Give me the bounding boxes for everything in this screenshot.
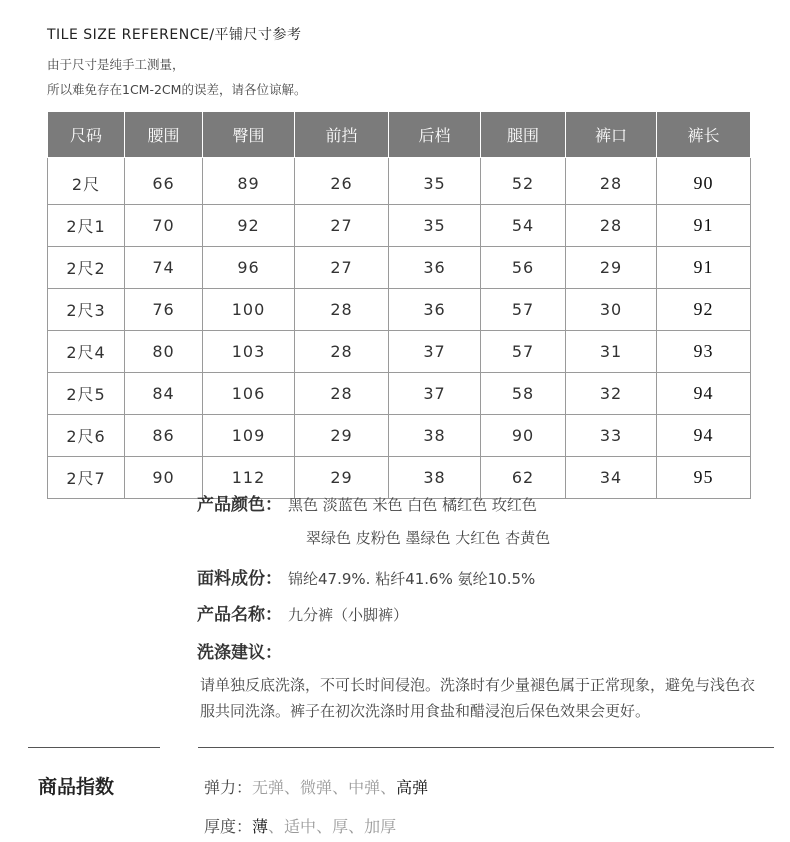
divider-right — [198, 747, 774, 748]
table-cell: 58 — [481, 373, 566, 415]
table-row — [48, 415, 751, 457]
table-cell: 94 — [657, 373, 751, 415]
index-title: 商品指数 — [38, 776, 115, 798]
table-cell: 80 — [125, 331, 203, 373]
table-cell: 37 — [389, 331, 481, 373]
wash-label: 洗涤建议： — [197, 643, 282, 663]
table-cell: 30 — [566, 289, 657, 331]
table-cell: 29 — [566, 247, 657, 289]
table-cell: 52 — [481, 158, 566, 205]
table-cell: 70 — [125, 205, 203, 247]
measure-note-line1: 由于尺寸是纯手工测量， — [47, 57, 185, 72]
table-cell: 2尺1 — [48, 205, 125, 247]
table-cell: 90 — [481, 415, 566, 457]
index-option: 无弹 — [252, 778, 285, 797]
table-cell: 94 — [657, 415, 751, 457]
table-cell: 57 — [481, 289, 566, 331]
measure-note-line2: 所以难免存在1CM-2CM的误差，请各位谅解。 — [47, 82, 307, 97]
index-option: 高弹 — [396, 778, 429, 797]
table-cell: 92 — [657, 289, 751, 331]
table-cell: 76 — [125, 289, 203, 331]
table-cell: 66 — [125, 158, 203, 205]
column-header: 后档 — [389, 112, 481, 158]
elasticity-options — [252, 778, 428, 797]
table-cell: 103 — [203, 331, 295, 373]
size-table-body — [48, 158, 751, 499]
table-cell: 106 — [203, 373, 295, 415]
table-cell: 27 — [295, 247, 389, 289]
table-cell: 26 — [295, 158, 389, 205]
name-value: 九分裤（小脚裤） — [288, 606, 409, 624]
table-cell: 90 — [657, 158, 751, 205]
column-header: 前挡 — [295, 112, 389, 158]
table-cell: 93 — [657, 331, 751, 373]
colors-line2: 翠绿色 皮粉色 墨绿色 大红色 杏黄色 — [306, 529, 551, 547]
option-separator: 、 — [316, 817, 333, 836]
color-label: 产品颜色： — [197, 495, 282, 515]
index-option: 微弹 — [300, 778, 333, 797]
table-cell: 57 — [481, 331, 566, 373]
table-cell: 2尺5 — [48, 373, 125, 415]
table-cell: 74 — [125, 247, 203, 289]
column-header: 臀围 — [203, 112, 295, 158]
table-row — [48, 373, 751, 415]
table-cell: 35 — [389, 205, 481, 247]
table-cell: 89 — [203, 158, 295, 205]
option-separator: 、 — [380, 778, 397, 797]
table-cell: 109 — [203, 415, 295, 457]
option-separator: 、 — [284, 778, 301, 797]
table-cell: 100 — [203, 289, 295, 331]
size-table-header — [48, 112, 751, 158]
table-cell: 37 — [389, 373, 481, 415]
table-row — [48, 205, 751, 247]
thickness-row — [204, 814, 396, 837]
table-cell: 91 — [657, 247, 751, 289]
table-cell: 91 — [657, 205, 751, 247]
table-cell: 95 — [657, 457, 751, 499]
table-cell: 2尺 — [48, 158, 125, 205]
size-table — [47, 111, 751, 499]
page-title: TILE SIZE REFERENCE/平铺尺寸参考 — [47, 27, 302, 43]
elasticity-row — [204, 775, 428, 798]
table-cell: 38 — [389, 457, 481, 499]
thickness-options — [252, 817, 396, 836]
table-cell: 2尺3 — [48, 289, 125, 331]
fabric-value: 锦纶47.9%. 粘纤41.6% 氨纶10.5% — [288, 570, 536, 588]
table-cell: 92 — [203, 205, 295, 247]
table-cell: 29 — [295, 457, 389, 499]
index-option: 厚 — [332, 817, 349, 836]
table-cell: 27 — [295, 205, 389, 247]
name-label: 产品名称： — [197, 605, 282, 625]
column-header: 腰围 — [125, 112, 203, 158]
product-colors — [197, 490, 537, 515]
table-cell: 2尺4 — [48, 331, 125, 373]
column-header: 裤口 — [566, 112, 657, 158]
table-cell: 28 — [566, 205, 657, 247]
table-cell: 84 — [125, 373, 203, 415]
product-fabric — [197, 564, 535, 589]
table-cell: 2尺7 — [48, 457, 125, 499]
divider-left — [28, 747, 160, 748]
wash-advice — [197, 638, 282, 663]
table-cell: 2尺2 — [48, 247, 125, 289]
index-option: 中弹 — [348, 778, 381, 797]
option-separator: 、 — [268, 817, 285, 836]
table-cell: 62 — [481, 457, 566, 499]
product-name — [197, 600, 408, 625]
table-cell: 28 — [295, 331, 389, 373]
option-separator: 、 — [348, 817, 365, 836]
table-cell: 33 — [566, 415, 657, 457]
table-cell: 28 — [295, 373, 389, 415]
table-row — [48, 158, 751, 205]
table-cell: 56 — [481, 247, 566, 289]
option-separator: 、 — [332, 778, 349, 797]
table-row — [48, 247, 751, 289]
table-row — [48, 331, 751, 373]
index-option: 加厚 — [364, 817, 397, 836]
table-row — [48, 289, 751, 331]
table-cell: 112 — [203, 457, 295, 499]
thickness-label: 厚度： — [204, 817, 253, 836]
table-cell: 36 — [389, 247, 481, 289]
column-header: 腿围 — [481, 112, 566, 158]
table-cell: 90 — [125, 457, 203, 499]
colors-line1: 黑色 淡蓝色 米色 白色 橘红色 玫红色 — [288, 496, 537, 514]
table-cell: 2尺6 — [48, 415, 125, 457]
table-cell: 96 — [203, 247, 295, 289]
column-header: 裤长 — [657, 112, 751, 158]
table-cell: 28 — [295, 289, 389, 331]
table-cell: 34 — [566, 457, 657, 499]
table-cell: 29 — [295, 415, 389, 457]
table-cell: 28 — [566, 158, 657, 205]
table-cell: 86 — [125, 415, 203, 457]
index-option: 适中 — [284, 817, 317, 836]
table-cell: 38 — [389, 415, 481, 457]
table-cell: 32 — [566, 373, 657, 415]
elasticity-label: 弹力： — [204, 778, 253, 797]
column-header: 尺码 — [48, 112, 125, 158]
index-option: 薄 — [252, 817, 269, 836]
wash-text: 请单独反底洗涤，不可长时间侵泡。洗涤时有少量褪色属于正常现象，避免与浅色衣服共同洗涤。裤子在初次洗涤时用食盐和醋浸泡后保色效果会更好。 — [200, 676, 756, 720]
table-cell: 35 — [389, 158, 481, 205]
table-cell: 31 — [566, 331, 657, 373]
table-cell: 36 — [389, 289, 481, 331]
fabric-label: 面料成份： — [197, 569, 282, 589]
table-cell: 54 — [481, 205, 566, 247]
